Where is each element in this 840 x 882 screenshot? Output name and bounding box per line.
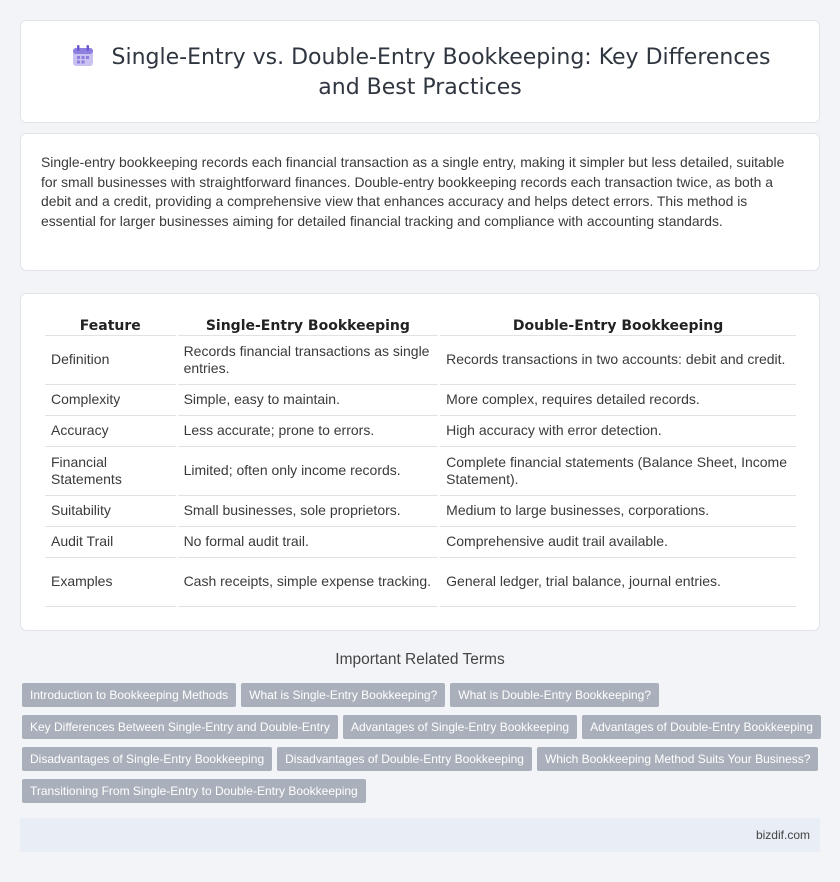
comparison-table-card (20, 293, 820, 631)
table-row (45, 385, 796, 416)
row-feature: Definition (45, 336, 176, 385)
page-title (21, 43, 819, 103)
title-card (20, 20, 820, 123)
footer-site-link[interactable]: bizdif.com (755, 828, 810, 842)
tag-row (22, 683, 822, 715)
row-feature: Financial Statements (45, 447, 176, 496)
header-double-entry: Double-Entry Bookkeeping (440, 316, 796, 336)
related-term-tag[interactable]: Advantages of Single-Entry Bookkeeping (343, 715, 577, 739)
row-double-entry: More complex, requires detailed records. (440, 385, 796, 416)
row-single-entry: Limited; often only income records. (178, 447, 439, 496)
calendar-icon (70, 43, 96, 69)
tag-row (22, 747, 822, 779)
table-row (45, 496, 796, 527)
tag-row (22, 779, 822, 811)
comparison-table (43, 316, 798, 607)
related-term-tag[interactable]: Disadvantages of Single-Entry Bookkeeping (22, 747, 272, 771)
table-header-row (45, 316, 796, 336)
row-single-entry: No formal audit trail. (178, 527, 439, 558)
row-single-entry: Simple, easy to maintain. (178, 385, 439, 416)
header-single-entry: Single-Entry Bookkeeping (178, 316, 439, 336)
related-term-tag[interactable]: Transitioning From Single-Entry to Double-Entry Bookkeeping (22, 779, 366, 803)
header-feature: Feature (45, 316, 176, 336)
related-term-tag[interactable]: What is Single-Entry Bookkeeping? (241, 683, 445, 707)
row-double-entry: General ledger, trial balance, journal entries. (440, 558, 796, 607)
related-term-tag[interactable]: Disadvantages of Double-Entry Bookkeeping (277, 747, 532, 771)
row-double-entry: Medium to large businesses, corporations. (440, 496, 796, 527)
table-row (45, 336, 796, 385)
table-row (45, 558, 796, 607)
related-terms-tags (22, 683, 822, 811)
row-single-entry: Records financial transactions as single entries. (178, 336, 439, 385)
row-feature: Suitability (45, 496, 176, 527)
row-feature: Audit Trail (45, 527, 176, 558)
row-double-entry: High accuracy with error detection. (440, 416, 796, 447)
row-double-entry: Comprehensive audit trail available. (440, 527, 796, 558)
related-term-tag[interactable]: What is Double-Entry Bookkeeping? (450, 683, 659, 707)
related-term-tag[interactable]: Key Differences Between Single-Entry and Double-Entry (22, 715, 338, 739)
row-single-entry: Cash receipts, simple expense tracking. (178, 558, 439, 607)
related-term-tag[interactable]: Introduction to Bookkeeping Methods (22, 683, 236, 707)
table-row (45, 416, 796, 447)
row-feature: Examples (45, 558, 176, 607)
row-single-entry: Small businesses, sole proprietors. (178, 496, 439, 527)
intro-card (20, 133, 820, 271)
row-double-entry: Records transactions in two accounts: debit and credit. (440, 336, 796, 385)
tag-row (22, 715, 822, 747)
related-term-tag[interactable]: Which Bookkeeping Method Suits Your Business? (537, 747, 819, 771)
table-row (45, 527, 796, 558)
row-feature: Complexity (45, 385, 176, 416)
row-single-entry: Less accurate; prone to errors. (178, 416, 439, 447)
page-title-text: Single-Entry vs. Double-Entry Bookkeeping: Key Differences and Best Practices (111, 45, 771, 100)
row-double-entry: Complete financial statements (Balance Sheet, Income Statement). (440, 447, 796, 496)
related-term-tag[interactable]: Advantages of Double-Entry Bookkeeping (582, 715, 821, 739)
related-terms-heading: Important Related Terms (335, 651, 505, 668)
table-row (45, 447, 796, 496)
row-feature: Accuracy (45, 416, 176, 447)
intro-paragraph: Single-entry bookkeeping records each financial transaction as a single entry, making it simpler but less detailed, suitable for small businesses with straightforward finances. Double-entry bookkeeping records each transaction twice, as both a debit and a credit, providing a comprehensive view that enhances accuracy and helps detect errors. This method is essential for larger businesses aiming for detailed financial tracking and compliance with accounting standards. (41, 154, 785, 229)
footer (20, 818, 820, 852)
